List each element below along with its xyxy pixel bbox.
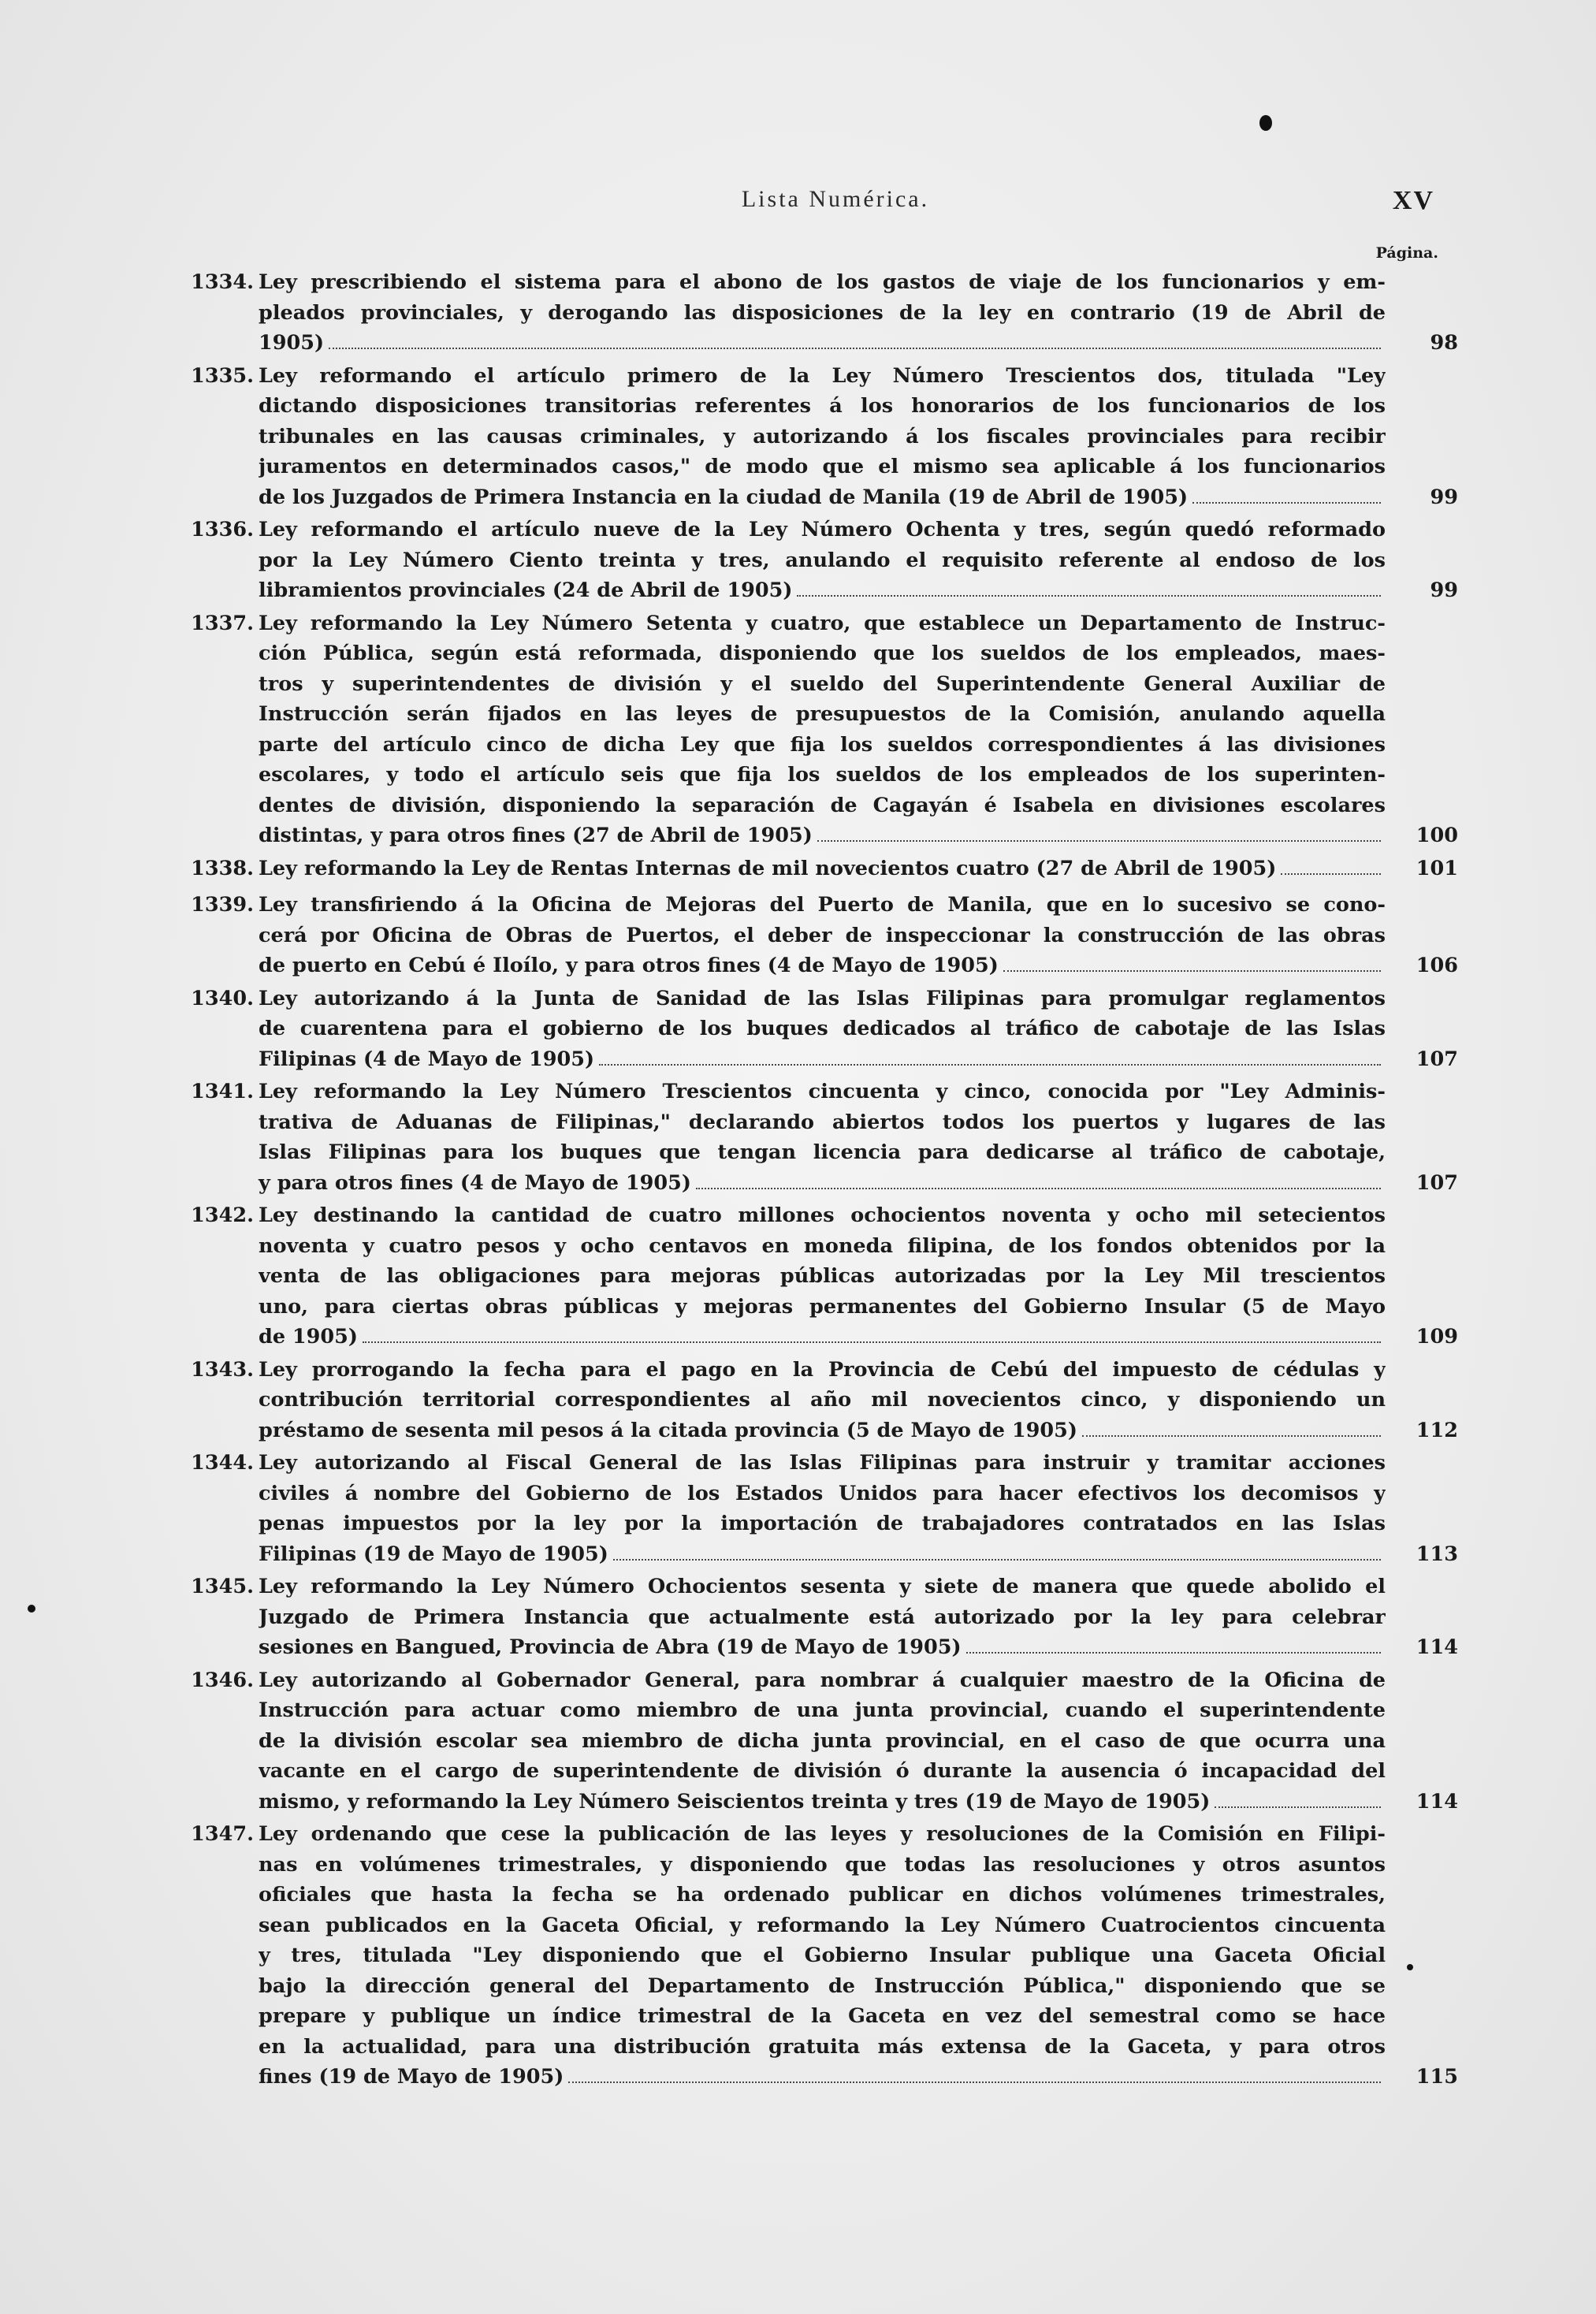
law-text-line: Ley reformando la Ley Número Ochocientos sesenta y siete de manera que quede abolido el — [259, 1575, 1386, 1598]
page-header — [236, 186, 1434, 218]
law-text-line: préstamo de sesenta mil pesos á la citada provincia (5 de Mayo de 1905) — [259, 1418, 1077, 1442]
law-text-line: libramientos provinciales (24 de Abril de 1905) — [259, 578, 793, 602]
law-text-line: Ley reformando el artículo primero de la Ley Número Trescientos dos, titulada "Ley — [259, 363, 1386, 388]
law-text-line: Ley prescribiendo el sistema para el abono de los gastos de viaje de los funcionarios y em- — [259, 270, 1386, 294]
law-text-line: 1905) — [259, 331, 325, 355]
law-number: 1339. — [191, 893, 254, 917]
law-number: 1340. — [191, 986, 254, 1010]
page-reference: 114 — [1416, 1635, 1458, 1659]
dot-leader — [1192, 502, 1381, 504]
law-number: 1336. — [191, 518, 254, 541]
law-text-line: de los Juzgados de Primera Instancia en la ciudad de Manila (19 de Abril de 1905) — [259, 485, 1189, 509]
law-text-line: Juzgado de Primera Instancia que actualmente está autorizado por la ley para celebrar — [259, 1605, 1386, 1629]
law-text-line: tribunales en las causas criminales, y autorizando á los fiscales provinciales para recibir — [259, 424, 1386, 448]
dot-leader — [817, 840, 1381, 842]
dot-leader — [329, 348, 1381, 349]
law-text-line: Ley reformando la Ley Número Trescientos cincuenta y cinco, conocida por "Ley Adminis- — [259, 1080, 1386, 1103]
law-text-line: fines (19 de Mayo de 1905) — [259, 2065, 564, 2089]
dot-leader — [797, 595, 1381, 597]
page-column-label: Página. — [1375, 244, 1438, 262]
law-entry — [158, 1200, 1458, 1352]
law-text-line: Ley reformando la Ley de Rentas Internas de mil novecientos cuatro (27 de Abril de 1905) — [259, 856, 1277, 880]
law-text-last-line — [259, 820, 1386, 851]
law-entry — [158, 515, 1458, 606]
law-text-line: y tres, titulada "Ley disponiendo que el Gobierno Insular publique una Gaceta Oficial — [259, 1944, 1386, 1967]
law-text-last-line — [259, 951, 1386, 981]
law-number: 1338. — [191, 856, 254, 880]
law-number: 1335. — [191, 363, 254, 388]
page-reference: 107 — [1416, 1047, 1458, 1071]
law-text-line: de cuarentena para el gobierno de los buques dedicados al tráfico de cabotaje de las Islas — [259, 1017, 1386, 1040]
page-reference: 106 — [1416, 954, 1458, 977]
law-text-line: Ley ordenando que cese la publicación de las leyes y resoluciones de la Comisión en Filipi- — [259, 1822, 1386, 1846]
law-number: 1341. — [191, 1080, 254, 1103]
law-text-line: trativa de Aduanas de Filipinas," declarando abiertos todos los puertos y lugares de las — [259, 1110, 1386, 1134]
law-text-line: Islas Filipinas para los buques que tengan licencia para dedicarse al tráfico de cabotaje, — [259, 1140, 1386, 1164]
law-text-line: y para otros fines (4 de Mayo de 1905) — [259, 1170, 691, 1195]
law-text-line: Ley reformando la Ley Número Setenta y cuatro, que establece un Departamento de Instruc- — [259, 611, 1386, 635]
law-text-line: civiles á nombre del Gobierno de los Estados Unidos para hacer efectivos los decomisos y — [259, 1481, 1386, 1505]
law-text-line: Ley destinando la cantidad de cuatro millones ochocientos noventa y ocho mil setecientos — [259, 1204, 1386, 1227]
dot-leader — [696, 1188, 1381, 1189]
law-text-last-line — [259, 2062, 1386, 2093]
page-reference: 113 — [1416, 1542, 1458, 1566]
law-text-line: Ley autorizando al Fiscal General de las Islas Filipinas para instruir y tramitar acciones — [259, 1451, 1386, 1475]
law-text-line: escolares, y todo el artículo seis que fija los sueldos de los empleados de los superinten- — [259, 763, 1386, 787]
law-text-line: nas en volúmenes trimestrales, y disponiendo que todas las resoluciones y otros asuntos — [259, 1852, 1386, 1877]
law-text-line: mismo, y reformando la Ley Número Seiscientos treinta y tres (19 de Mayo de 1905) — [259, 1789, 1211, 1814]
law-text-line: de la división escolar sea miembro de dicha junta provincial, en el caso de que ocurra una — [259, 1728, 1386, 1753]
law-text-line: sesiones en Bangued, Provincia de Abra (19 de Mayo de 1905) — [259, 1635, 962, 1659]
law-number: 1342. — [191, 1204, 254, 1227]
law-entry — [158, 984, 1458, 1075]
dot-leader — [1215, 1806, 1381, 1808]
dot-leader — [613, 1559, 1381, 1561]
dot-leader — [966, 1652, 1381, 1654]
law-text-line: penas impuestos por la ley por la importación de trabajadores contratados en las Islas — [259, 1512, 1386, 1535]
law-text-line: por la Ley Número Ciento treinta y tres, anulando el requisito referente al endoso de los — [259, 548, 1386, 572]
law-text-line: ción Pública, según está reformada, disponiendo que los sueldos de los empleados, maes- — [259, 642, 1386, 665]
law-text-line: Instrucción serán fijados en las leyes de presupuestos de la Comisión, anulando aquella — [259, 702, 1386, 726]
law-text-last-line — [259, 1044, 1386, 1075]
dot-leader — [1082, 1435, 1381, 1437]
ink-spot — [28, 1605, 35, 1613]
law-text-line: Ley reformando el artículo nueve de la Ley Número Ochenta y tres, según quedó reformado — [259, 518, 1386, 541]
law-text-last-line — [259, 482, 1386, 513]
law-text-line: contribución territorial correspondientes al año mil novecientos cinco, y disponiendo un — [259, 1388, 1386, 1412]
law-entry — [158, 267, 1458, 359]
law-text-last-line — [259, 1539, 1386, 1570]
dot-leader — [1281, 873, 1381, 875]
law-entry — [158, 1355, 1458, 1446]
law-text-last-line — [259, 1168, 1386, 1199]
page-reference: 98 — [1430, 331, 1458, 355]
law-text-line: dictando disposiciones transitorias referentes á los honorarios de los funcionarios de los — [259, 394, 1386, 418]
page-reference: 107 — [1416, 1170, 1458, 1195]
page-reference: 112 — [1416, 1418, 1458, 1442]
law-text-last-line — [259, 1416, 1386, 1446]
page-folio: XV — [1392, 186, 1434, 215]
law-number: 1345. — [191, 1575, 254, 1598]
page-reference: 101 — [1416, 856, 1458, 880]
law-number: 1343. — [191, 1357, 254, 1382]
law-entry — [158, 361, 1458, 513]
law-text-line: venta de las obligaciones para mejoras públicas autorizadas por la Ley Mil trescientos — [259, 1264, 1386, 1288]
law-text-last-line — [259, 1322, 1386, 1352]
law-entry — [158, 608, 1458, 851]
law-text-line: cerá por Oficina de Obras de Puertos, el deber de inspeccionar la construcción de las obras — [259, 923, 1386, 947]
law-text-line: de 1905) — [259, 1325, 358, 1349]
law-text-line: tros y superintendentes de división y el sueldo del Superintendente General Auxiliar de — [259, 672, 1386, 696]
law-text-line: uno, para ciertas obras públicas y mejoras permanentes del Gobierno Insular (5 de Mayo — [259, 1294, 1386, 1319]
law-number: 1347. — [191, 1822, 254, 1846]
law-text-last-line — [259, 854, 1386, 884]
law-entry — [158, 1819, 1458, 2093]
law-text-last-line — [259, 575, 1386, 606]
law-text-line: Filipinas (4 de Mayo de 1905) — [259, 1047, 595, 1071]
page-reference: 99 — [1430, 578, 1458, 602]
law-number: 1334. — [191, 270, 254, 294]
law-text-line: Ley autorizando al Gobernador General, para nombrar á cualquier maestro de la Oficina de — [259, 1668, 1386, 1692]
law-text-line: juramentos en determinados casos," de modo que el mismo sea aplicable á los funcionarios — [259, 455, 1386, 478]
law-text-line: en la actualidad, para una distribución gratuita más extensa de la Gaceta, y para otros — [259, 2034, 1386, 2059]
dot-leader — [568, 2081, 1381, 2083]
law-text-line: Ley transfiriendo á la Oficina de Mejoras del Puerto de Manila, que en lo sucesivo se cono- — [259, 893, 1386, 917]
law-text-line: Ley autorizando á la Junta de Sanidad de las Islas Filipinas para promulgar reglamentos — [259, 986, 1386, 1010]
law-text-line: parte del artículo cinco de dicha Ley que fija los sueldos correspondientes á las divisiones — [259, 732, 1386, 757]
law-text-line: noventa y cuatro pesos y ocho centavos en moneda filipina, de los fondos obtenidos por la — [259, 1233, 1386, 1258]
law-entry — [158, 854, 1458, 884]
law-text-line: prepare y publique un índice trimestral de la Gaceta en vez del semestral como se hace — [259, 2004, 1386, 2028]
law-number: 1344. — [191, 1451, 254, 1475]
law-text-line: pleados provinciales, y derogando las disposiciones de la ley en contrario (19 de Abril de — [259, 300, 1386, 325]
running-title: Lista Numérica. — [741, 186, 930, 212]
law-text-line: Instrucción para actuar como miembro de una junta provincial, cuando el superintendente — [259, 1698, 1386, 1722]
law-entry — [158, 1665, 1458, 1817]
law-list — [158, 265, 1458, 2093]
law-text-last-line — [259, 1632, 1386, 1663]
law-text-line: oficiales que hasta la fecha se ha ordenado publicar en dichos volúmenes trimestrales, — [259, 1883, 1386, 1907]
law-entry — [158, 890, 1458, 981]
law-text-line: distintas, y para otros fines (27 de Abril de 1905) — [259, 824, 813, 847]
law-number: 1337. — [191, 611, 254, 635]
page-reference: 99 — [1430, 485, 1458, 509]
ink-spot — [1259, 115, 1272, 131]
page-reference: 109 — [1416, 1325, 1458, 1349]
page-reference: 114 — [1416, 1789, 1458, 1814]
dot-leader — [599, 1064, 1381, 1066]
law-entry — [158, 1448, 1458, 1569]
law-text-last-line — [259, 1787, 1386, 1817]
page-reference: 115 — [1416, 2065, 1458, 2089]
law-text-line: Filipinas (19 de Mayo de 1905) — [259, 1542, 608, 1566]
law-entry — [158, 1572, 1458, 1663]
law-text-line: Ley prorrogando la fecha para el pago en la Provincia de Cebú del impuesto de cédulas y — [259, 1357, 1386, 1382]
law-text-line: bajo la dirección general del Departamento de Instrucción Pública," disponiendo que se — [259, 1974, 1386, 1998]
law-text-line: vacante en el cargo de superintendente de división ó durante la ausencia ó incapacidad del — [259, 1759, 1386, 1783]
law-text-last-line — [259, 328, 1386, 359]
dot-leader — [363, 1341, 1381, 1343]
law-text-line: dentes de división, disponiendo la separación de Cagayán é Isabela en divisiones escolares — [259, 793, 1386, 817]
law-text-line: sean publicados en la Gaceta Oficial, y reformando la Ley Número Cuatrocientos cincuenta — [259, 1913, 1386, 1937]
law-entry — [158, 1077, 1458, 1198]
dot-leader — [1003, 970, 1381, 972]
page-reference: 100 — [1416, 824, 1458, 847]
law-text-line: de puerto en Cebú é Iloílo, y para otros fines (4 de Mayo de 1905) — [259, 954, 999, 977]
law-number: 1346. — [191, 1668, 254, 1692]
